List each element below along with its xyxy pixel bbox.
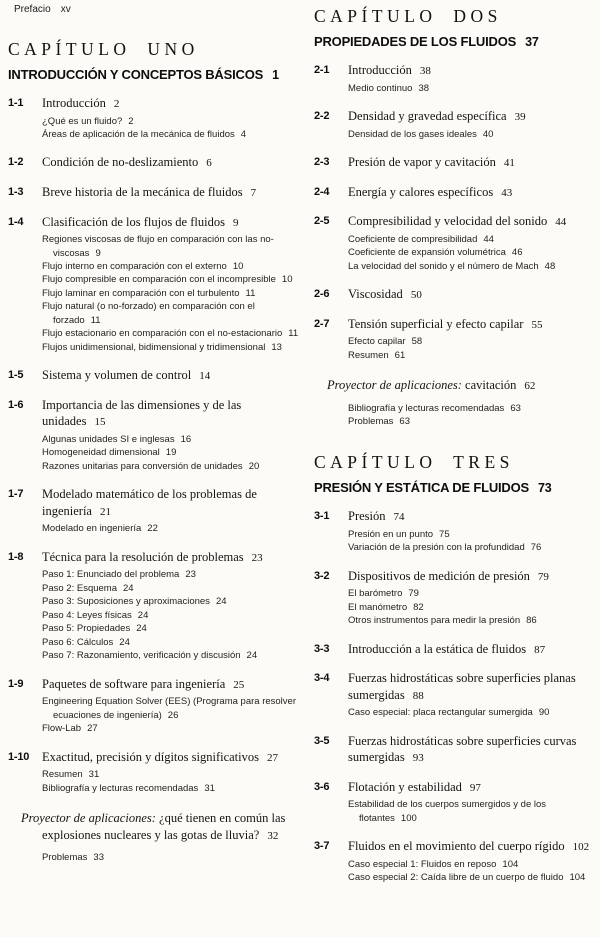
subentry-title: Homogeneidad dimensional: [42, 447, 160, 459]
subsection-list: [42, 851, 300, 864]
toc-subentry: [42, 287, 300, 300]
chapter-page-number: 37: [525, 35, 539, 49]
entry-number: 1-8: [8, 550, 24, 563]
subentry-page-number: 10: [232, 261, 244, 272]
entry-page-number: 23: [251, 551, 263, 564]
entry-title: Modelado matemático de los problemas de ingeniería: [42, 487, 257, 518]
entry-page-number: 43: [501, 186, 513, 199]
entry-page-number: 97: [469, 781, 481, 794]
subentry-page-number: 31: [88, 769, 100, 781]
toc-subentry: [348, 871, 594, 884]
entry-page-number: 2: [113, 98, 120, 110]
subsection-list: [348, 528, 594, 555]
subentry-page-number: 76: [530, 542, 542, 554]
toc-subentry: [42, 595, 300, 608]
entry-title: Dispositivos de medición de presión: [348, 568, 530, 583]
subentry-page-number: 11: [288, 328, 299, 340]
entry-page-number: 7: [250, 187, 257, 199]
entry-page-number: 44: [555, 216, 567, 229]
entry-title: Fuerzas hidrostáticas sobre superficies curvas sumergidas: [348, 733, 577, 765]
entry-number: 2-2: [314, 110, 330, 122]
subsection-list: [42, 522, 300, 535]
subentry-page-number: 90: [538, 707, 550, 719]
entry-number: 1-6: [8, 398, 24, 411]
subentry-title: Paso 4: Leyes físicas: [42, 609, 132, 621]
toc-subentry: [348, 541, 594, 554]
subentry-title: La velocidad del sonido y el número de Mach: [348, 260, 539, 272]
subentry-title: Flujos unidimensional, bidimensional y tridimensional: [42, 341, 266, 353]
entry-title: Viscosidad: [348, 287, 403, 301]
subentry-page-number: 33: [93, 852, 104, 864]
toc-subentry: [348, 349, 594, 362]
entry-number: 2-7: [314, 317, 330, 330]
toc-subentry: [42, 128, 300, 141]
subentry-title: Coeficiente de expansión volumétrica: [348, 247, 506, 259]
entry-page-number: 38: [419, 65, 431, 77]
subentry-title: Otros instrumentos para medir la presión: [348, 615, 521, 627]
toc-subentry: [348, 415, 594, 428]
subentry-page-number: 82: [413, 601, 424, 613]
chapter-title: [314, 480, 594, 495]
subsection-list: [42, 233, 300, 354]
toc-subentry: [42, 782, 300, 795]
subentry-page-number: 24: [136, 623, 147, 635]
toc-entry: [314, 62, 594, 95]
toc-subentry: [42, 300, 300, 327]
chapter-page-number: 73: [538, 481, 552, 496]
toc-column-left: [8, 0, 300, 865]
subentry-title: El barómetro: [348, 588, 403, 600]
toc-subentry: [42, 636, 300, 649]
toc-subentry: [348, 798, 594, 825]
toc-subentry: [42, 768, 300, 781]
toc-subentry: [348, 246, 594, 259]
entry-title: Flotación y estabilidad: [348, 779, 462, 794]
subentry-page-number: 44: [483, 233, 494, 245]
toc-entry: [8, 676, 300, 736]
subentry-page-number: 58: [411, 336, 423, 348]
entry-title: Introducción: [42, 96, 106, 110]
entry-number: 3-6: [314, 780, 330, 793]
feature-lead: Proyector de aplicaciones:: [327, 378, 462, 392]
entry-number: 2-3: [314, 156, 330, 168]
toc-entry: [8, 184, 300, 201]
subentry-title: Paso 1: Enunciado del problema: [42, 569, 180, 581]
feature-entry: [8, 810, 300, 843]
subentry-title: Paso 6: Cálculos: [42, 636, 114, 648]
entry-page-number: 21: [99, 505, 111, 518]
subentry-title: Paso 2: Esquema: [42, 582, 117, 594]
entry-title: Fluidos en el movimiento del cuerpo rígido: [348, 839, 565, 854]
entry-page-number: 93: [412, 752, 424, 765]
subentry-page-number: 100: [400, 812, 417, 824]
subentry-title: Caso especial 2: Caída libre de un cuerpo de fluido: [348, 872, 564, 884]
toc-subentry: [348, 706, 594, 719]
feature-entry: [314, 377, 594, 394]
entry-title: Tensión superficial y efecto capilar: [348, 316, 524, 331]
subentry-page-number: 23: [185, 569, 196, 581]
subentry-title: Problemas: [348, 416, 394, 427]
subentry-title: Bibliografía y lecturas recomendadas: [42, 782, 199, 794]
chapter-title-text: PRESIÓN Y ESTÁTICA DE FLUIDOS: [314, 480, 529, 496]
subsection-list: [348, 335, 594, 362]
subentry-title: El manómetro: [348, 601, 408, 613]
entry-title: Breve historia de la mecánica de fluidos: [42, 185, 243, 199]
subentry-title: Bibliografía y lecturas recomendadas: [348, 402, 505, 414]
subentry-title: Resumen: [348, 349, 389, 361]
subentry-title: Flujo interno en comparación con el externo: [42, 261, 227, 272]
toc-entry: [314, 568, 594, 628]
entry-title: Exactitud, precisión y dígitos significativos: [42, 749, 259, 764]
subentry-title: Variación de la presión con la profundidad: [348, 542, 525, 554]
toc-entry: [314, 733, 594, 766]
subsection-list: [348, 82, 594, 95]
toc-entry: [314, 286, 594, 303]
entry-number: 2-6: [314, 288, 330, 300]
entry-title: Presión: [348, 509, 386, 524]
entry-number: 1-7: [8, 488, 24, 501]
subentry-page-number: 20: [248, 460, 260, 472]
entry-title: Densidad y gravedad específica: [348, 109, 507, 123]
subentry-page-number: 22: [147, 523, 158, 535]
subsection-list: [42, 115, 300, 142]
entry-number: 1-1: [8, 97, 24, 109]
toc-subentry: [42, 446, 300, 459]
toc-subentry: [42, 722, 300, 735]
toc-subentry: [42, 522, 300, 535]
subentry-page-number: 86: [526, 615, 537, 627]
toc-entry: [314, 213, 594, 273]
entry-page-number: 88: [412, 689, 424, 702]
subsection-list: [348, 798, 594, 825]
entry-title: Importancia de las dimensiones y de las unidades: [42, 397, 242, 429]
entry-number: 1-4: [8, 215, 24, 228]
subentry-title: Flujo compresible en comparación con el incompresible: [42, 274, 276, 286]
feature-lead: Proyector de aplicaciones:: [21, 811, 156, 826]
feature-block: [314, 377, 594, 428]
toc-subentry: [42, 327, 300, 340]
toc-entry: [314, 641, 594, 658]
subentry-page-number: 31: [204, 782, 215, 794]
subentry-title: Medio continuo: [348, 82, 413, 94]
chapter-title-text: PROPIEDADES DE LOS FLUIDOS: [314, 34, 517, 49]
entry-number: 3-5: [314, 734, 330, 747]
subentry-title: Caso especial 1: Fluidos en reposo: [348, 858, 497, 870]
subentry-page-number: 75: [439, 529, 450, 540]
subsection-list: [348, 706, 594, 719]
subentry-title: Densidad de los gases ideales: [348, 128, 477, 140]
entry-title: Condición de no-deslizamiento: [42, 155, 199, 170]
entry-number: 1-10: [8, 750, 30, 763]
subentry-page-number: 11: [245, 287, 256, 299]
subentry-title: Problemas: [42, 852, 88, 864]
feature-block: [8, 810, 300, 865]
toc-entry: [8, 367, 300, 384]
subentry-page-number: 104: [569, 872, 586, 884]
entry-page-number: 79: [537, 570, 549, 583]
subsection-list: [348, 128, 594, 141]
subentry-title: Engineering Equation Solver (EES) (Programa para resolver ecuaciones de ingeniería): [42, 696, 296, 721]
entry-title: Presión de vapor y cavitación: [348, 155, 496, 169]
toc-subentry: [42, 233, 300, 260]
feature-text: ¿qué tienen en común las explosiones nucleares y las gotas de lluvia?: [42, 811, 286, 842]
entry-title: Clasificación de los flujos de fluidos: [42, 214, 225, 229]
subentry-title: Flujo estacionario en comparación con el no-estacionario: [42, 328, 283, 340]
subentry-title: Resumen: [42, 769, 83, 781]
subsection-list: [348, 402, 594, 429]
entry-number: 2-4: [314, 185, 330, 198]
subentry-title: Paso 5: Propiedades: [42, 623, 131, 635]
toc-entry: [314, 316, 594, 362]
chapter-title: [314, 34, 594, 49]
toc-subentry: [348, 260, 594, 273]
entry-number: 3-4: [314, 672, 330, 685]
subentry-page-number: 9: [95, 247, 101, 259]
subentry-title: Coeficiente de compresibilidad: [348, 233, 478, 245]
subentry-page-number: 24: [246, 650, 258, 662]
toc-subentry: [42, 568, 300, 581]
toc-subentry: [42, 460, 300, 473]
subsection-list: [42, 768, 300, 795]
entry-number: 1-2: [8, 156, 24, 169]
toc-subentry: [348, 335, 594, 348]
subentry-page-number: 11: [90, 314, 101, 326]
entry-page-number: 6: [206, 157, 212, 170]
subentry-page-number: 24: [215, 596, 227, 608]
subentry-title: Caso especial: placa rectangular sumergida: [348, 707, 533, 719]
subentry-page-number: 24: [123, 582, 134, 594]
subsection-list: [348, 233, 594, 273]
subentry-page-number: 27: [87, 723, 98, 735]
subentry-page-number: 24: [119, 636, 130, 648]
toc-subentry: [348, 614, 594, 627]
chapter-title: [8, 67, 300, 82]
toc-entry: [8, 154, 300, 171]
toc-subentry: [348, 528, 594, 541]
subentry-page-number: 104: [502, 858, 519, 870]
subentry-page-number: 13: [271, 341, 282, 353]
subentry-page-number: 46: [511, 247, 523, 259]
subentry-title: Presión en un punto: [348, 529, 434, 540]
front-matter-title: Prefacio: [14, 4, 51, 15]
toc-entry: [314, 154, 594, 171]
feature-text: cavitación: [465, 378, 517, 392]
subentry-title: Regiones viscosas de flujo en comparación con las no-viscosas: [42, 234, 274, 259]
toc-entry: [8, 95, 300, 141]
toc-entry: [314, 779, 594, 825]
toc-column-right: [314, 6, 594, 885]
toc-subentry: [42, 609, 300, 622]
subentry-title: Modelado en ingeniería: [42, 523, 142, 535]
entry-page-number: 74: [393, 511, 405, 524]
subentry-page-number: 38: [418, 82, 430, 94]
entry-number: 2-1: [314, 64, 330, 76]
toc-subentry: [348, 128, 594, 141]
entry-number: 3-7: [314, 840, 330, 853]
subentry-page-number: 63: [399, 416, 410, 427]
subsection-list: [348, 587, 594, 627]
chapter-title-text: INTRODUCCIÓN Y CONCEPTOS BÁSICOS: [8, 67, 264, 82]
toc-entry: [314, 108, 594, 141]
feature-page-number: 62: [524, 380, 536, 392]
toc-entry: [314, 508, 594, 554]
subsection-list: [42, 433, 300, 473]
entry-page-number: 15: [94, 416, 106, 429]
subentry-title: Algunas unidades SI e inglesas: [42, 433, 175, 445]
toc-subentry: [42, 260, 300, 273]
toc-entry: [8, 549, 300, 663]
toc-subentry: [348, 233, 594, 246]
subentry-page-number: 48: [544, 260, 556, 272]
entry-number: 3-2: [314, 569, 330, 582]
toc-subentry: [42, 851, 300, 864]
subentry-title: ¿Qué es un fluido?: [42, 115, 123, 127]
feature-page-number: 32: [267, 829, 279, 842]
chapter-label: CAPÍTULO UNO: [8, 39, 199, 59]
subentry-title: Estabilidad de los cuerpos sumergidos y de los flotantes: [348, 799, 547, 824]
front-matter-entry: [14, 4, 300, 15]
subentry-page-number: 63: [510, 402, 521, 414]
subentry-title: Áreas de aplicación de la mecánica de fluidos: [42, 129, 235, 140]
toc-subentry: [348, 601, 594, 614]
entry-page-number: 102: [572, 841, 590, 854]
entry-title: Introducción: [348, 63, 412, 77]
toc-entry: [8, 397, 300, 473]
entry-title: Sistema y volumen de control: [42, 368, 192, 383]
subentry-title: Efecto capilar: [348, 336, 406, 348]
subsection-list: [42, 568, 300, 662]
toc-entry: [314, 184, 594, 201]
toc-subentry: [348, 82, 594, 95]
subentry-title: Paso 3: Suposiciones y aproximaciones: [42, 596, 210, 608]
subentry-title: Flujo laminar en comparación con el turbulento: [42, 287, 240, 299]
subentry-page-number: 4: [240, 129, 247, 140]
entry-page-number: 50: [410, 289, 422, 301]
chapter-label: CAPÍTULO DOS: [314, 6, 502, 26]
chapter-page-number: 1: [272, 68, 279, 82]
subentry-title: Razones unitarias para conversión de unidades: [42, 460, 243, 472]
front-matter-page-number: xv: [60, 4, 71, 15]
subentry-page-number: 79: [408, 588, 419, 600]
toc-entry: [314, 670, 594, 720]
subsection-list: [42, 695, 300, 735]
entry-title: Técnica para la resolución de problemas: [42, 549, 244, 564]
entry-page-number: 55: [531, 318, 543, 331]
entry-title: Compresibilidad y velocidad del sonido: [348, 214, 548, 229]
subentry-title: Paso 7: Razonamiento, verificación y discusión: [42, 650, 241, 662]
toc-subentry: [42, 341, 300, 354]
entry-page-number: 27: [266, 751, 278, 764]
subentry-page-number: 16: [180, 433, 192, 445]
entry-number: 3-3: [314, 642, 330, 655]
subentry-page-number: 61: [394, 349, 406, 361]
toc-subentry: [42, 695, 300, 722]
toc-entry: [8, 486, 300, 536]
toc-subentry: [42, 649, 300, 662]
toc-entry: [314, 838, 594, 884]
subentry-page-number: 40: [482, 128, 494, 140]
subentry-page-number: 24: [137, 609, 149, 621]
toc-entry: [8, 214, 300, 355]
toc-subentry: [42, 273, 300, 286]
toc-subentry: [42, 582, 300, 595]
entry-page-number: 9: [232, 216, 239, 229]
toc-subentry: [42, 622, 300, 635]
entry-number: 2-5: [314, 215, 330, 228]
entry-page-number: 14: [199, 370, 211, 383]
subentry-page-number: 19: [165, 447, 177, 459]
toc-entry: [8, 749, 300, 795]
toc-subentry: [42, 433, 300, 446]
entry-page-number: 25: [233, 678, 245, 691]
entry-title: Fuerzas hidrostáticas sobre superficies planas sumergidas: [348, 671, 576, 702]
entry-title: Paquetes de software para ingeniería: [42, 676, 226, 691]
entry-number: 1-9: [8, 677, 24, 690]
entry-title: Energía y calores específicos: [348, 184, 494, 199]
entry-number: 1-3: [8, 186, 24, 198]
subentry-page-number: 2: [128, 115, 134, 127]
toc-subentry: [42, 115, 300, 128]
chapter-label: CAPÍTULO TRES: [314, 452, 514, 473]
entry-number: 1-5: [8, 369, 24, 382]
toc-subentry: [348, 858, 594, 871]
entry-number: 3-1: [314, 510, 330, 523]
subentry-title: Flow-Lab: [42, 723, 82, 735]
entry-page-number: 39: [514, 111, 526, 123]
subsection-list: [348, 858, 594, 885]
subentry-title: Flujo natural (o no-forzado) en comparación con el forzado: [42, 301, 255, 326]
entry-page-number: 87: [534, 643, 546, 656]
subentry-page-number: 10: [281, 274, 293, 286]
subentry-page-number: 26: [167, 709, 179, 721]
toc-subentry: [348, 587, 594, 600]
entry-page-number: 41: [503, 157, 515, 169]
toc-subentry: [348, 402, 594, 415]
entry-title: Introducción a la estática de fluidos: [348, 641, 527, 656]
